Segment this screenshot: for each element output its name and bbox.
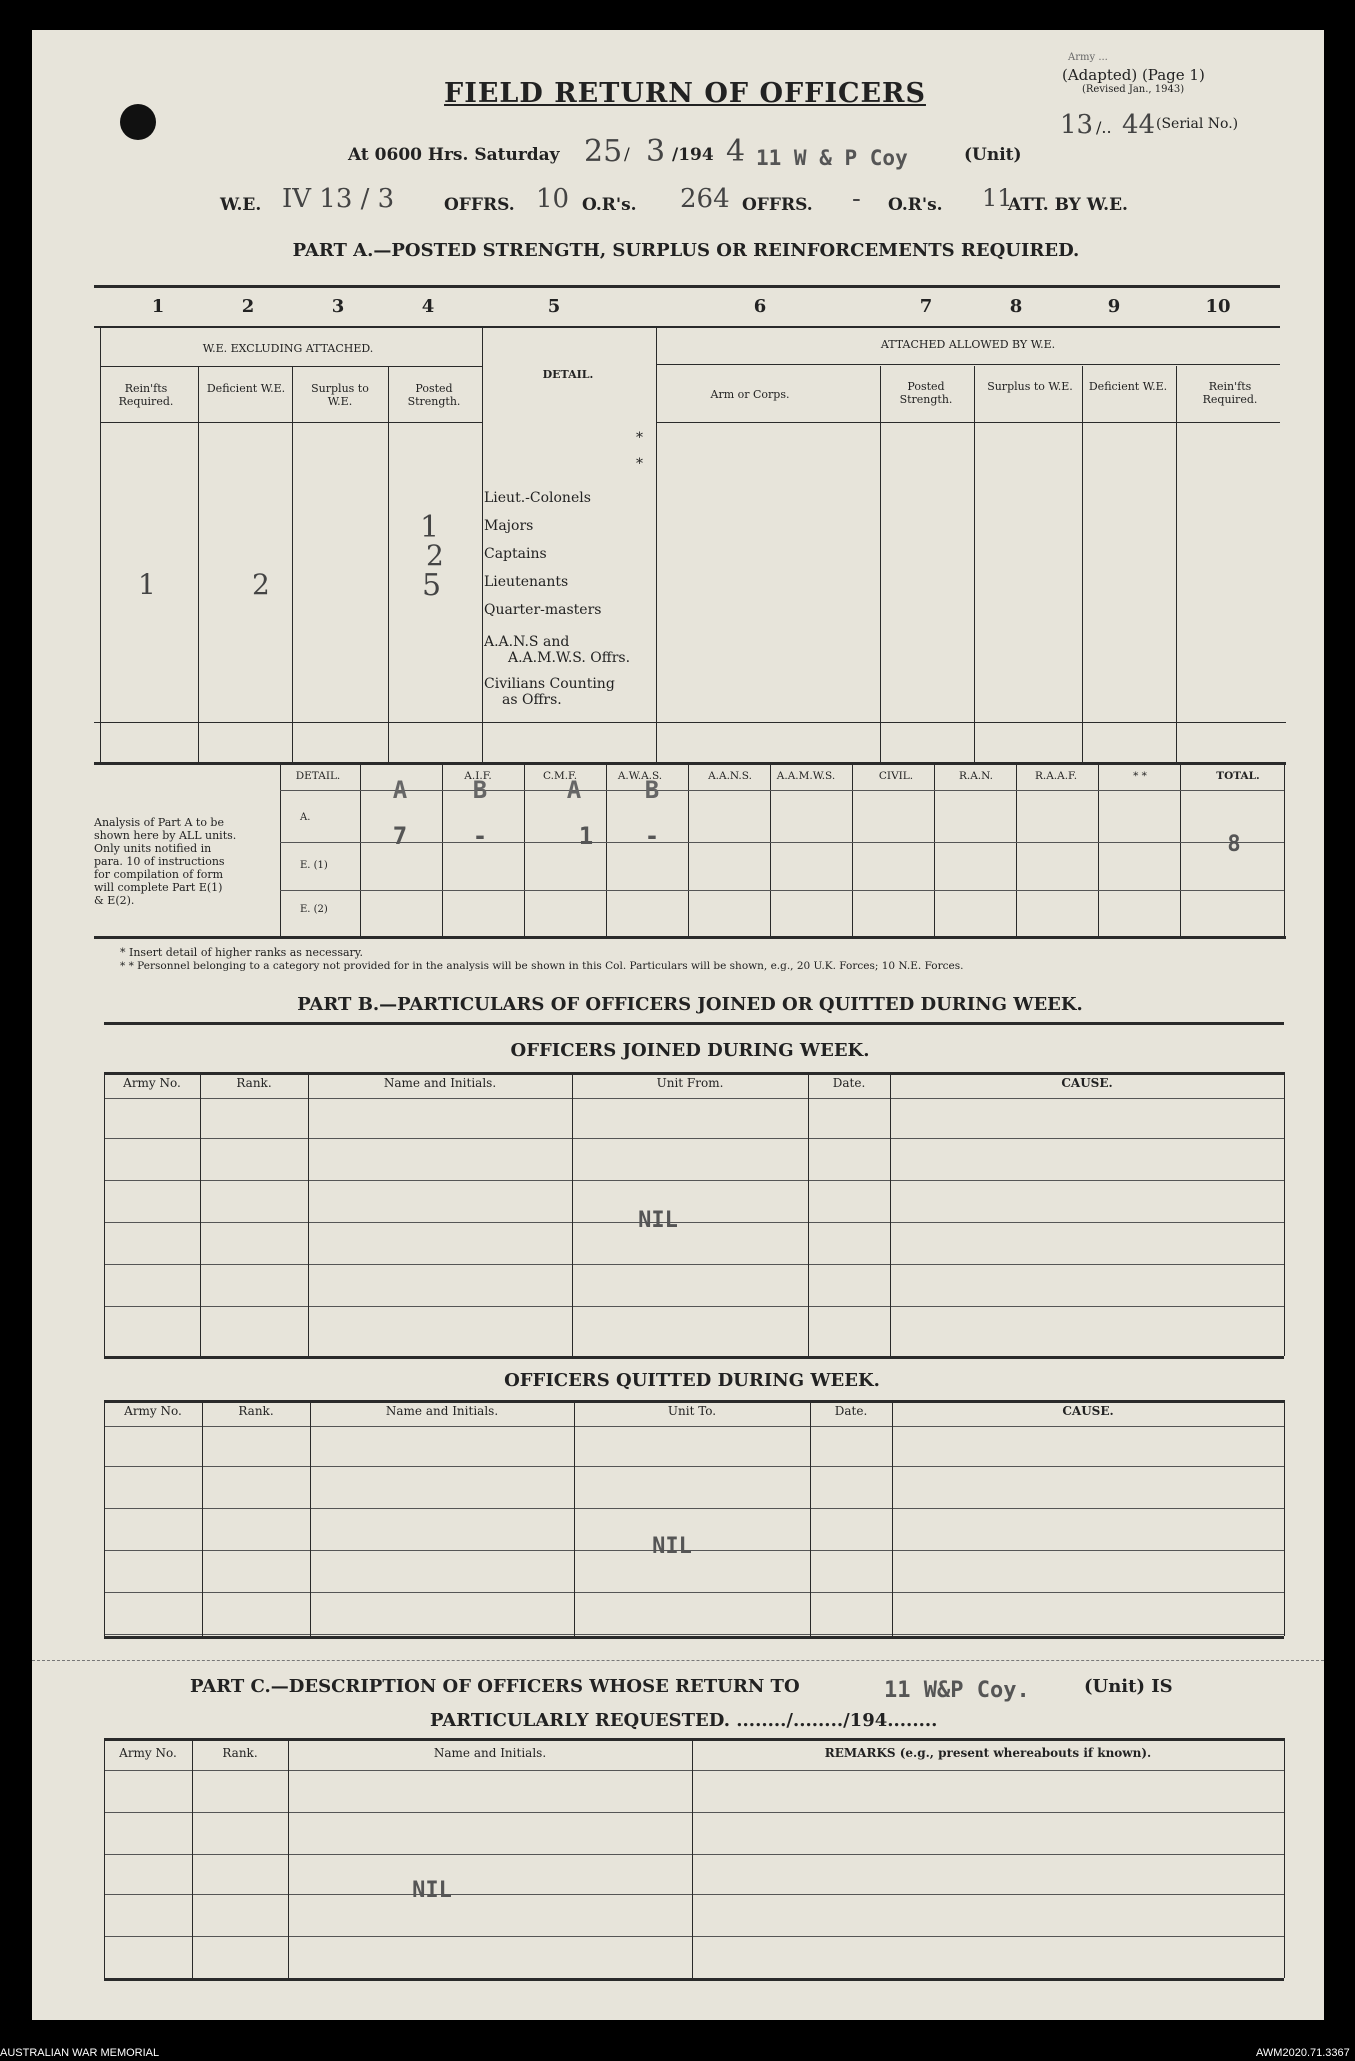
table-divider (1284, 1738, 1285, 1978)
table-divider (192, 1738, 193, 1978)
unit-value: 11 W & P Coy (756, 146, 908, 170)
analysis-header: DETAIL. (295, 770, 341, 782)
table-divider (574, 1400, 575, 1636)
part-c-heading-b: (Unit) IS (1084, 1676, 1173, 1697)
table-header: CAUSE. (1061, 1076, 1113, 1090)
table-header: Date. (832, 1076, 866, 1090)
part-a-heading: PART A.—POSTED STRENGTH, SURPLUS OR REINFORCEMENTS REQUIRED. (292, 240, 1080, 261)
rank-item: Majors (484, 518, 534, 534)
at-label: At 0600 Hrs. Saturday (348, 145, 560, 165)
table-header: Name and Initials. (385, 1404, 499, 1418)
grid-line (280, 842, 1284, 843)
column-number: 3 (331, 296, 345, 317)
footer-left: AUSTRALIAN WAR MEMORIAL (0, 2047, 160, 2059)
column-header: Posted Strength. (407, 382, 461, 408)
rank-item: * (636, 456, 643, 472)
analysis-header: TOTAL. (1216, 770, 1260, 782)
table-divider (202, 1400, 203, 1636)
footnote-1: * Insert detail of higher ranks as necessary. (120, 946, 364, 959)
date-month: 3 (646, 134, 666, 169)
ors-value: 264 (680, 184, 730, 214)
attached-label: ATTACHED ALLOWED BY W.E. (880, 338, 1056, 351)
analysis-header: A.A.N.S. (708, 770, 752, 782)
column-number: 10 (1205, 296, 1231, 317)
page-title: FIELD RETURN OF OFFICERS (444, 78, 926, 109)
analysis-header: * * (1133, 770, 1147, 782)
offrs2-value: - (852, 184, 861, 214)
column-header: Surplus to W.E. (987, 380, 1073, 393)
joined-heading: OFFICERS JOINED DURING WEEK. (510, 1040, 870, 1061)
table-row-line (104, 1936, 1284, 1937)
column-divider (974, 366, 975, 762)
column-number: 8 (1009, 296, 1023, 317)
nil-value: NIL (638, 1208, 678, 1233)
table-row-line (104, 1426, 1284, 1427)
analysis-row-label: A. (300, 812, 311, 823)
column-divider (388, 366, 389, 762)
analysis-subhead: A (566, 776, 582, 804)
analysis-note-line: para. 10 of instructions (94, 855, 225, 868)
analysis-total: 8 (1227, 832, 1241, 857)
table-row-line (104, 1180, 1284, 1181)
table-row-line (104, 1098, 1284, 1099)
form-ref-line3: (Revised Jan., 1943) (1082, 84, 1185, 95)
nil-value: NIL (412, 1878, 452, 1903)
column-header: Rein'fts Required. (1202, 380, 1258, 406)
column-divider (198, 366, 199, 762)
nil-value: NIL (652, 1534, 692, 1559)
rank-item: Quarter-masters (484, 602, 602, 618)
form-ref-line1: Army ... (1068, 52, 1108, 63)
column-number: 4 (421, 296, 435, 317)
column-divider (1082, 366, 1083, 762)
rank-item: A.A.M.W.S. Offrs. (508, 650, 631, 666)
table-divider (308, 1072, 309, 1356)
table-header: Date. (834, 1404, 868, 1418)
column-number: 5 (547, 296, 561, 317)
table-header: Rank. (222, 1746, 258, 1760)
ors-label: O.R's. (582, 195, 637, 215)
analysis-header: R.A.N. (958, 770, 994, 782)
we-label: W.E. (220, 195, 262, 215)
table-divider (572, 1072, 573, 1356)
column-header: Deficient W.E. (1088, 380, 1168, 393)
analysis-value: - (644, 822, 660, 850)
analysis-subhead: A (392, 776, 408, 804)
rank-item: A.A.N.S and (484, 634, 570, 650)
rank-item: * (636, 430, 643, 446)
column-header: Rein'fts Required. (118, 382, 174, 408)
table-border (104, 1400, 1284, 1403)
analysis-header: A.I.F. (464, 770, 492, 782)
table-header: Rank. (236, 1076, 272, 1090)
analysis-value: 7 (392, 822, 408, 850)
table-divider (104, 1400, 105, 1636)
analysis-note-line: Analysis of Part A to be (94, 816, 224, 829)
analysis-header: A.A.M.W.S. (776, 770, 836, 782)
analysis-row-label: E. (1) (300, 860, 328, 871)
table-border (104, 1738, 1284, 1741)
footnote-2: * * Personnel belonging to a category not provided for in the analysis will be shown in this Col. Particulars will be shown, e.g., 20 U.K. Forces; 10 N.E. Forces. (120, 960, 964, 972)
column-number: 7 (919, 296, 933, 317)
we-excl-label: W.E. EXCLUDING ATTACHED. (202, 342, 374, 355)
table-header: CAUSE. (1062, 1404, 1114, 1418)
table-header: Army No. (124, 1404, 182, 1418)
table-divider (1284, 1072, 1285, 1356)
serial-a: 13 (1060, 110, 1094, 140)
rank-item: Lieutenants (484, 574, 569, 590)
analysis-note-line: will complete Part E(1) (94, 881, 223, 894)
column-header: Arm or Corps. (710, 388, 790, 401)
date-year-prefix: /194 (672, 145, 714, 165)
table-divider (892, 1400, 893, 1636)
table-divider (200, 1072, 201, 1356)
table-divider (808, 1072, 809, 1356)
table-border (104, 1356, 1284, 1359)
rank-item: Lieut.-Colonels (484, 490, 591, 506)
column-header: Surplus to W.E. (311, 382, 369, 408)
table-row-line (104, 1222, 1284, 1223)
offrs2-label: OFFRS. (742, 195, 813, 215)
column-divider (880, 366, 881, 762)
footer-right: AWM2020.71.3367 (1256, 2047, 1350, 2059)
reinfts-value: 1 (138, 568, 156, 601)
analysis-header: CIVIL. (878, 770, 914, 782)
serial-label: (Serial No.) (1156, 116, 1239, 132)
date-year-digit: 4 (726, 134, 746, 169)
unit-label: (Unit) (964, 145, 1022, 165)
table-row-line (104, 1894, 1284, 1895)
table-row-line (104, 1812, 1284, 1813)
analysis-row-label: E. (2) (300, 904, 328, 915)
serial-b: 44 (1122, 110, 1156, 140)
table-border (104, 1072, 1284, 1075)
table-divider (104, 1738, 105, 1978)
table-divider (310, 1400, 311, 1636)
table-row-line (104, 1264, 1284, 1265)
posted-captains: 2 (426, 539, 444, 572)
table-divider (692, 1738, 693, 1978)
table-border (104, 1636, 1284, 1639)
table-border (104, 1978, 1284, 1981)
att-label: ATT. BY W.E. (1008, 195, 1128, 215)
part-c-unit-value: 11 W&P Coy. (884, 1678, 1030, 1703)
table-row-line (104, 1854, 1284, 1855)
analysis-note-line: shown here by ALL units. (94, 829, 237, 842)
part-c-heading-a: PART C.—DESCRIPTION OF OFFICERS WHOSE RETURN TO (190, 1676, 800, 1697)
analysis-header: R.A.A.F. (1034, 770, 1078, 782)
analysis-header: A.W.A.S. (617, 770, 663, 782)
analysis-value: - (472, 822, 488, 850)
column-divider (100, 326, 101, 762)
column-number: 6 (753, 296, 767, 317)
date-day: 25 (584, 134, 623, 169)
table-row-line (104, 1138, 1284, 1139)
table-divider (810, 1400, 811, 1636)
rank-item: Captains (484, 546, 547, 562)
table-header: Unit To. (667, 1404, 717, 1418)
table-divider (1284, 1400, 1285, 1636)
table-row-line (104, 1466, 1284, 1467)
rank-item: as Offrs. (502, 692, 562, 708)
table-header: Name and Initials. (433, 1746, 547, 1760)
table-divider (104, 1072, 105, 1356)
table-row-line (104, 1508, 1284, 1509)
ors2-value: 11 (982, 184, 1013, 212)
deficient-value: 2 (252, 568, 270, 601)
ors2-label: O.R's. (888, 195, 943, 215)
table-header: Name and Initials. (383, 1076, 497, 1090)
table-row-line (104, 1770, 1284, 1771)
punch-hole (120, 104, 156, 140)
column-divider (656, 326, 657, 762)
column-number: 9 (1107, 296, 1121, 317)
table-header: Rank. (238, 1404, 274, 1418)
grid-line (280, 790, 1284, 791)
grid-line (280, 890, 1284, 891)
analysis-value: 1 (578, 822, 594, 850)
column-divider (1176, 366, 1177, 762)
column-divider (482, 326, 483, 762)
table-divider (288, 1738, 289, 1978)
column-number: 1 (151, 296, 165, 317)
table-header: REMARKS (e.g., present whereabouts if known). (824, 1746, 1152, 1760)
table-row-line (104, 1592, 1284, 1593)
table-row-line (104, 1550, 1284, 1551)
grid-divider (1284, 764, 1285, 936)
column-divider (292, 366, 293, 762)
table-row-line (104, 1634, 1284, 1635)
table-header: Unit From. (656, 1076, 724, 1090)
analysis-subhead: B (472, 776, 488, 804)
form-ref-line2: (Adapted) (Page 1) (1062, 66, 1205, 84)
table-row-line (104, 1306, 1284, 1307)
column-number: 2 (241, 296, 255, 317)
table-divider (890, 1072, 891, 1356)
detail-label: DETAIL. (542, 368, 594, 381)
analysis-subhead: B (644, 776, 660, 804)
table-header: Army No. (123, 1076, 181, 1090)
column-header: Posted Strength. (899, 380, 953, 406)
analysis-note-line: Only units notified in (94, 842, 212, 855)
part-c-heading-c: PARTICULARLY REQUESTED. ......../......../194........ (430, 1710, 938, 1731)
analysis-note-line: for compilation of form (94, 868, 224, 881)
analysis-note-line: & E(2). (94, 894, 135, 907)
column-header: Deficient W.E. (206, 382, 286, 395)
table-header: Army No. (119, 1746, 177, 1760)
posted-lieutenants: 5 (422, 568, 442, 603)
offrs-value: 10 (536, 184, 570, 214)
analysis-header: C.M.F. (542, 770, 578, 782)
we-value: IV 13 / 3 (282, 184, 395, 214)
offrs-label: OFFRS. (444, 195, 515, 215)
quitted-heading: OFFICERS QUITTED DURING WEEK. (504, 1370, 880, 1391)
rank-item: Civilians Counting (484, 676, 615, 692)
part-b-heading: PART B.—PARTICULARS OF OFFICERS JOINED OR QUITTED DURING WEEK. (297, 994, 1083, 1015)
posted-majors: 1 (420, 510, 440, 545)
